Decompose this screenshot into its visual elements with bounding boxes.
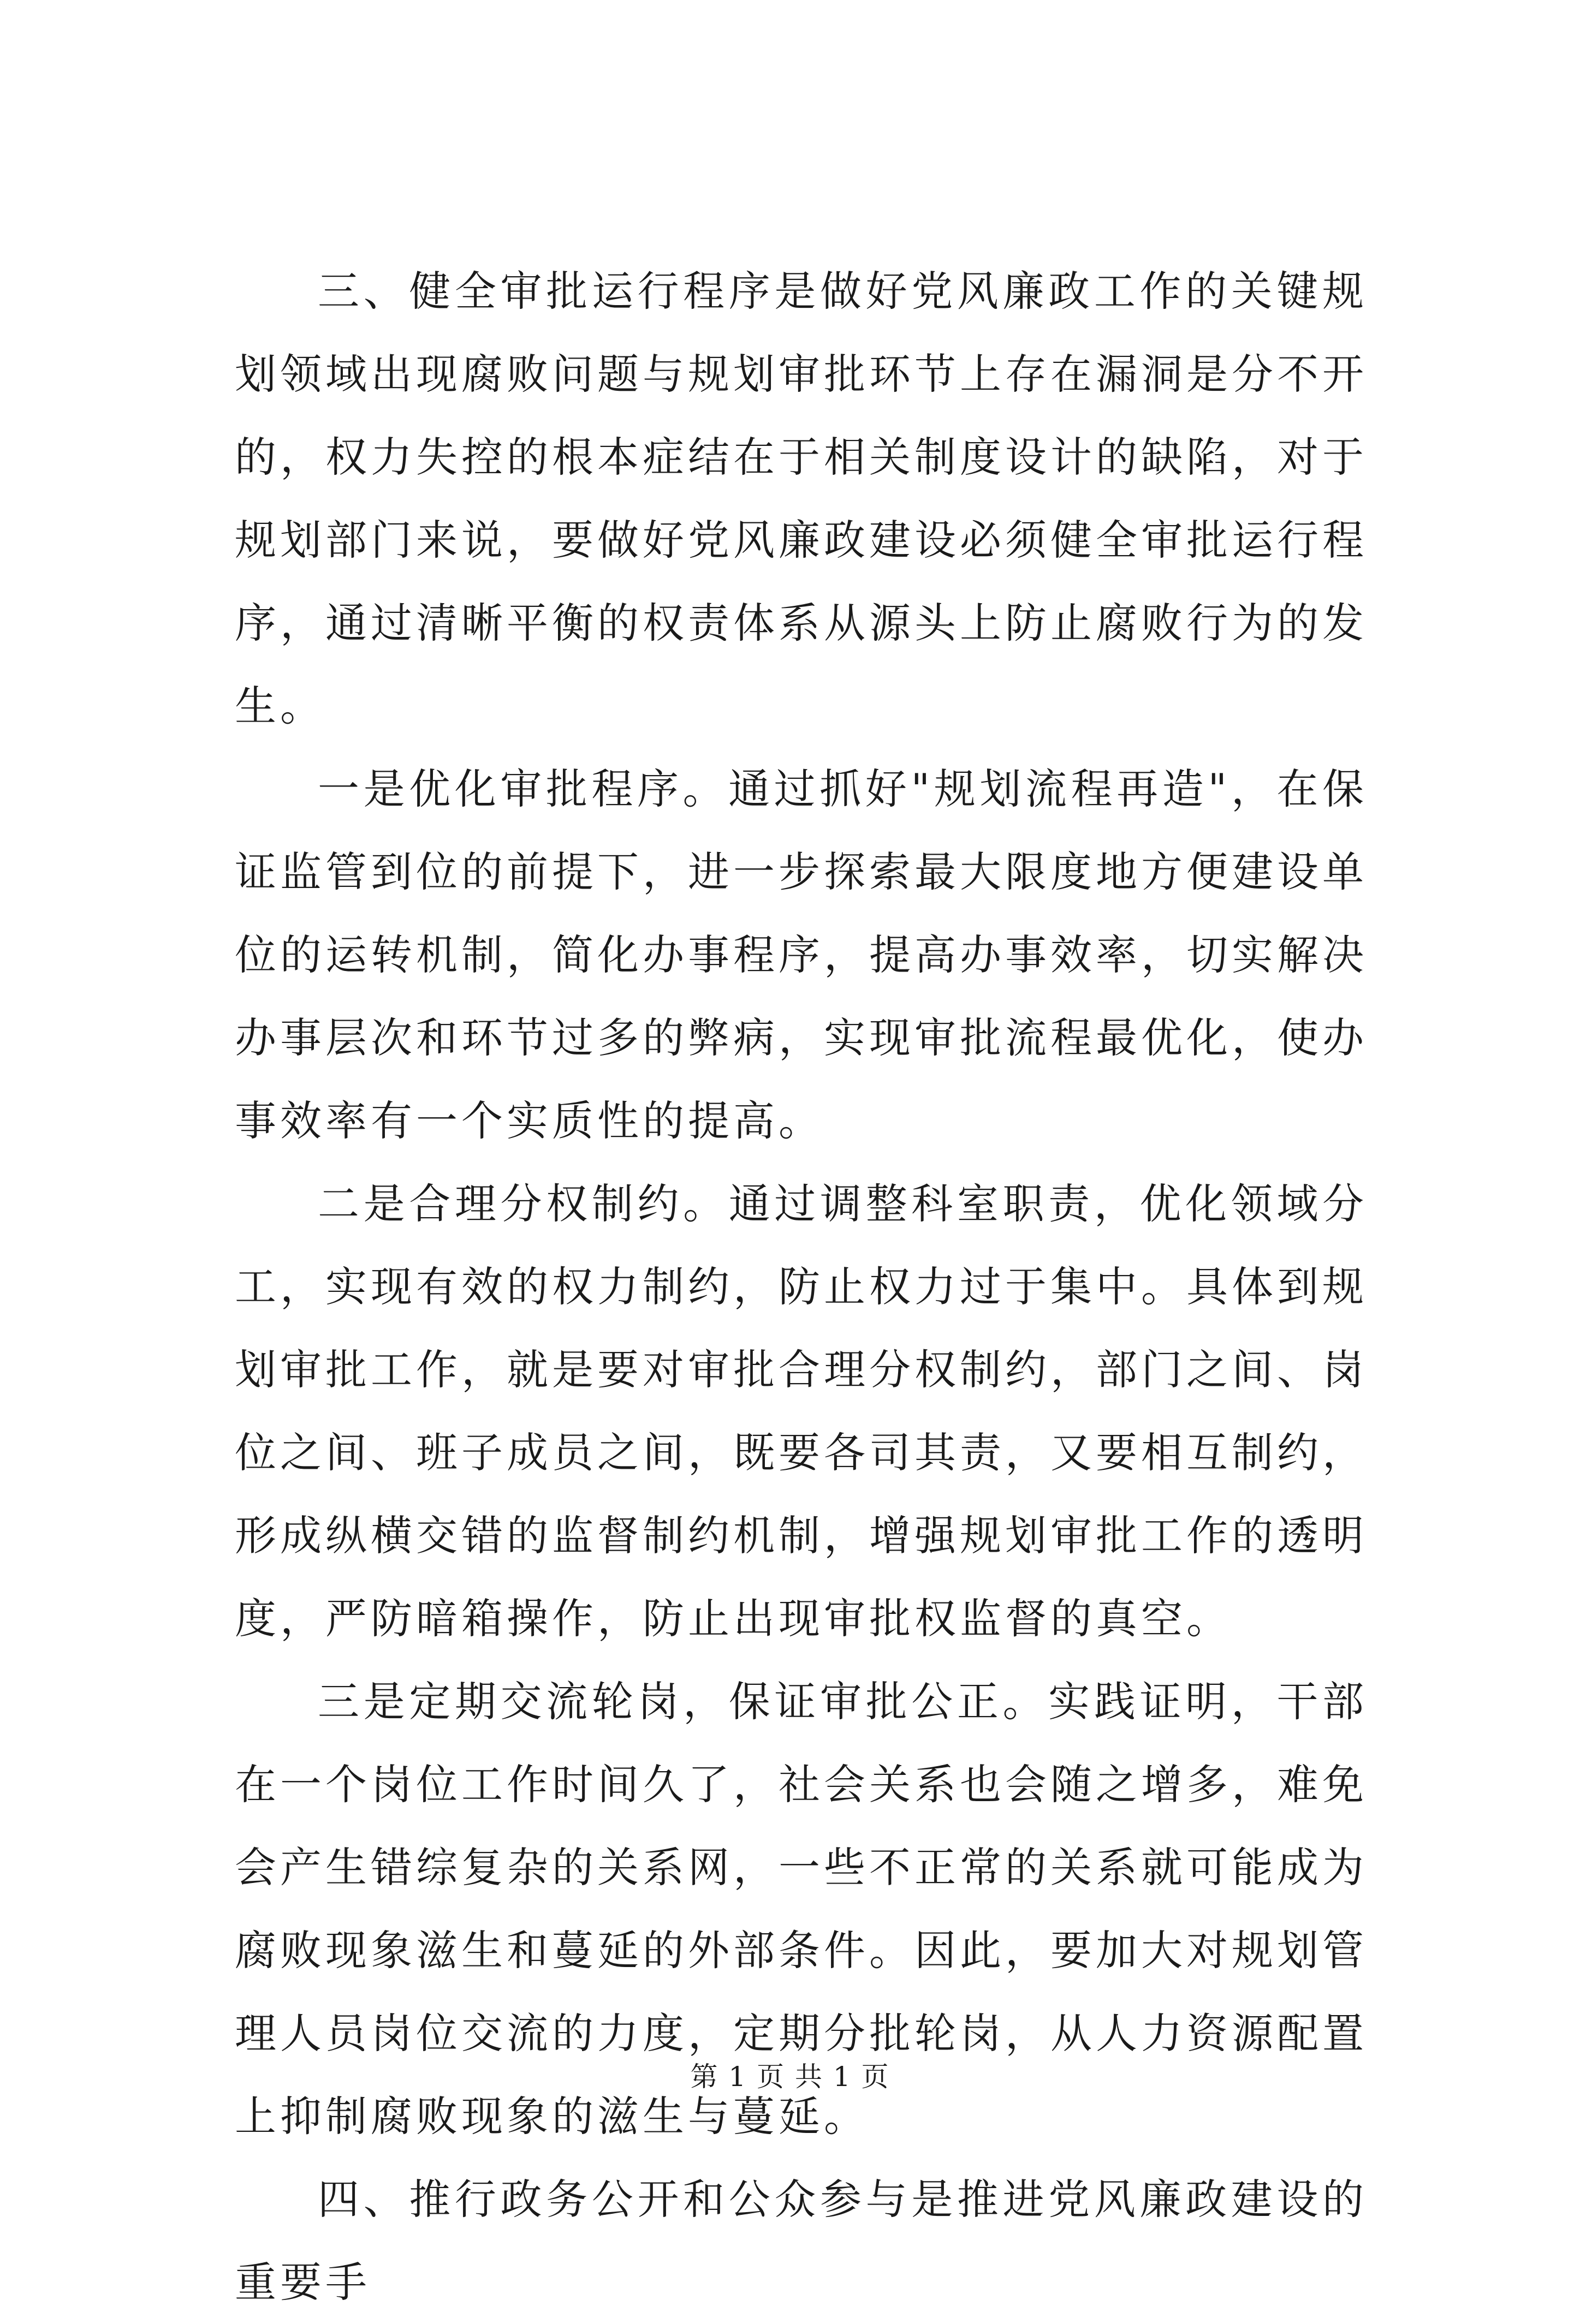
paragraph-item-one: 一是优化审批程序。通过抓好"规划流程再造"，在保证监管到位的前提下，进一步探索最大限度地方便建设单位的运转机制，简化办事程序，提高办事效率，切实解决办事层次和环节过多的弊病，实现审批流程最优化，使办事效率有一个实质性的提高。 xyxy=(235,765,1368,1145)
page-number-footer: 第 1 页 共 1 页 xyxy=(690,2061,890,2093)
paragraph-item-three: 三是定期交流轮岗，保证审批公正。实践证明，干部在一个岗位工作时间久了，社会关系也会随之增多，难免会产生错综复杂的关系网，一些不正常的关系就可能成为腐败现象滋生和蔓延的外部条件。因此，要加大对规划管理人员岗位交流的力度，定期分批轮岗，从人力资源配置上抑制腐败现象的滋生与蔓延。 xyxy=(235,1677,1368,2141)
paragraph-section-four: 四、推行政务公开和公众参与是推进党风廉政建设的重要手 xyxy=(235,2175,1368,2307)
document-body xyxy=(235,250,1368,2324)
paragraph-item-two: 二是合理分权制约。通过调整科室职责，优化领域分工，实现有效的权力制约，防止权力过于集中。具体到规划审批工作，就是要对审批合理分权制约，部门之间、岗位之间、班子成员之间，既要各司其责，又要相互制约，形成纵横交错的监督制约机制，增强规划审批工作的透明度，严防暗箱操作，防止出现审批权监督的真空。 xyxy=(235,1179,1368,1643)
paragraph-section-three: 三、健全审批运行程序是做好党风廉政工作的关键规划领域出现腐败问题与规划审批环节上存在漏洞是分不开的，权力失控的根本症结在于相关制度设计的缺陷，对于规划部门来说，要做好党风廉政建设必须健全审批运行程序，通过清晰平衡的权责体系从源头上防止腐败行为的发生。 xyxy=(235,267,1368,730)
